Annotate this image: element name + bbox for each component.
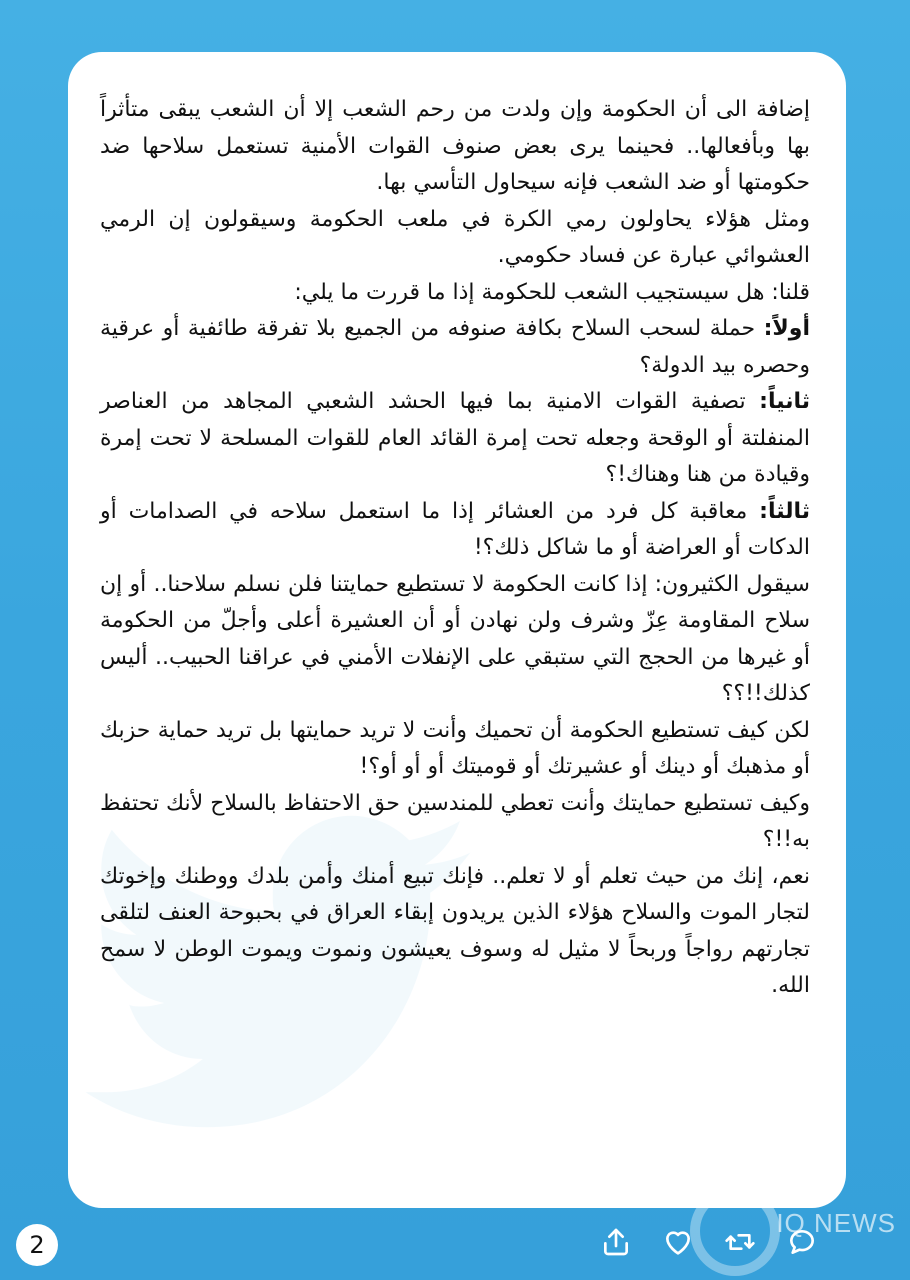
- post-body: [100, 92, 810, 1005]
- like-button[interactable]: [658, 1222, 698, 1262]
- paragraph: [100, 311, 810, 384]
- action-bar: [596, 1222, 822, 1262]
- page-number: 2: [29, 1231, 45, 1259]
- paragraph-text: تصفية القوات الامنية بما فيها الحشد الشعبي المجاهد من العناصر المنفلتة أو الوقحة وجعله تحت إمرة القائد العام للقوات المسلحة لا تحت إمرة وقيادة من هنا وهناك!؟: [100, 389, 810, 487]
- post-card: [68, 52, 846, 1208]
- paragraph: [100, 92, 810, 202]
- paragraph-lead: ثالثاً:: [759, 498, 810, 524]
- reply-icon: [786, 1226, 818, 1258]
- share-button[interactable]: [596, 1222, 636, 1262]
- like-icon: [662, 1226, 694, 1258]
- paragraph: [100, 202, 810, 275]
- paragraph-text: حملة لسحب السلاح بكافة صنوفه من الجميع بلا تفرقة طائفية أو عرقية وحصره بيد الدولة؟: [100, 316, 810, 378]
- paragraph-lead: ثانياً:: [759, 389, 810, 414]
- paragraph: [100, 494, 810, 567]
- paragraph-text: لكن كيف تستطيع الحكومة أن تحميك وأنت لا تريد حمايتها بل تريد حماية حزبك أو مذهبك أو دينك أو عشيرتك أو قوميتك أو أو أو؟!: [100, 717, 810, 779]
- paragraph-text: سيقول الكثيرون: إذا كانت الحكومة لا تستطيع حمايتنا فلن نسلم سلاحنا.. أو إن سلاح المقاومة عِزّ وشرف ولن نهادن أو أن العشيرة أعلى وأجلّ من الحكومة أو غيرها من الحجج التي ستبقي على الإنفلات الأمني في عراقنا الحبيب.. أليس كذلك!!؟؟: [100, 571, 810, 706]
- paragraph: [100, 384, 810, 494]
- paragraph: [100, 786, 810, 859]
- paragraph-text: قلنا: هل سيستجيب الشعب للحكومة إذا ما قررت ما يلي:: [294, 279, 810, 305]
- share-icon: [600, 1226, 632, 1258]
- paragraph: [100, 713, 810, 786]
- paragraph-text: نعم، إنك من حيث تعلم أو لا تعلم.. فإنك تبيع أمنك وأمن بلدك ووطنك وإخوتك لتجار الموت والسلاح هؤلاء الذين يريدون إبقاء العراق في بحبوحة العنف لتلقى تجارتهم رواجاً وربحاً لا مثيل له وسوف يعيشون ونموت ويموت الوطن لا سمح الله.: [100, 863, 810, 998]
- page-number-badge: [16, 1224, 58, 1266]
- reply-button[interactable]: [782, 1222, 822, 1262]
- paragraph: [100, 859, 810, 1005]
- paragraph: [100, 275, 810, 312]
- retweet-icon: [724, 1226, 756, 1258]
- retweet-button[interactable]: [720, 1222, 760, 1262]
- watermark-text: IQ NEWS: [776, 1208, 896, 1238]
- paragraph-text: معاقبة كل فرد من العشائر إذا ما استعمل سلاحه في الصدامات أو الدكات أو العراضة أو ما شاكل ذلك؟!: [100, 498, 810, 560]
- paragraph-lead: أولاً:: [763, 316, 810, 341]
- paragraph-text: وكيف تستطيع حمايتك وأنت تعطي للمندسين حق الاحتفاظ بالسلاح لأنك تحتفظ به!!؟: [100, 790, 810, 852]
- paragraph-text: ومثل هؤلاء يحاولون رمي الكرة في ملعب الحكومة وسيقولون إن الرمي العشوائي عبارة عن فساد حكومي.: [100, 206, 810, 268]
- paragraph-text: إضافة الى أن الحكومة وإن ولدت من رحم الشعب إلا أن الشعب يبقى متأثراً بها وبأفعالها.. فحينما يرى بعض صنوف القوات الأمنية تستعمل سلاحها ضد حكومتها أو ضد الشعب فإنه سيحاول التأسي بها.: [100, 97, 810, 195]
- paragraph: [100, 567, 810, 713]
